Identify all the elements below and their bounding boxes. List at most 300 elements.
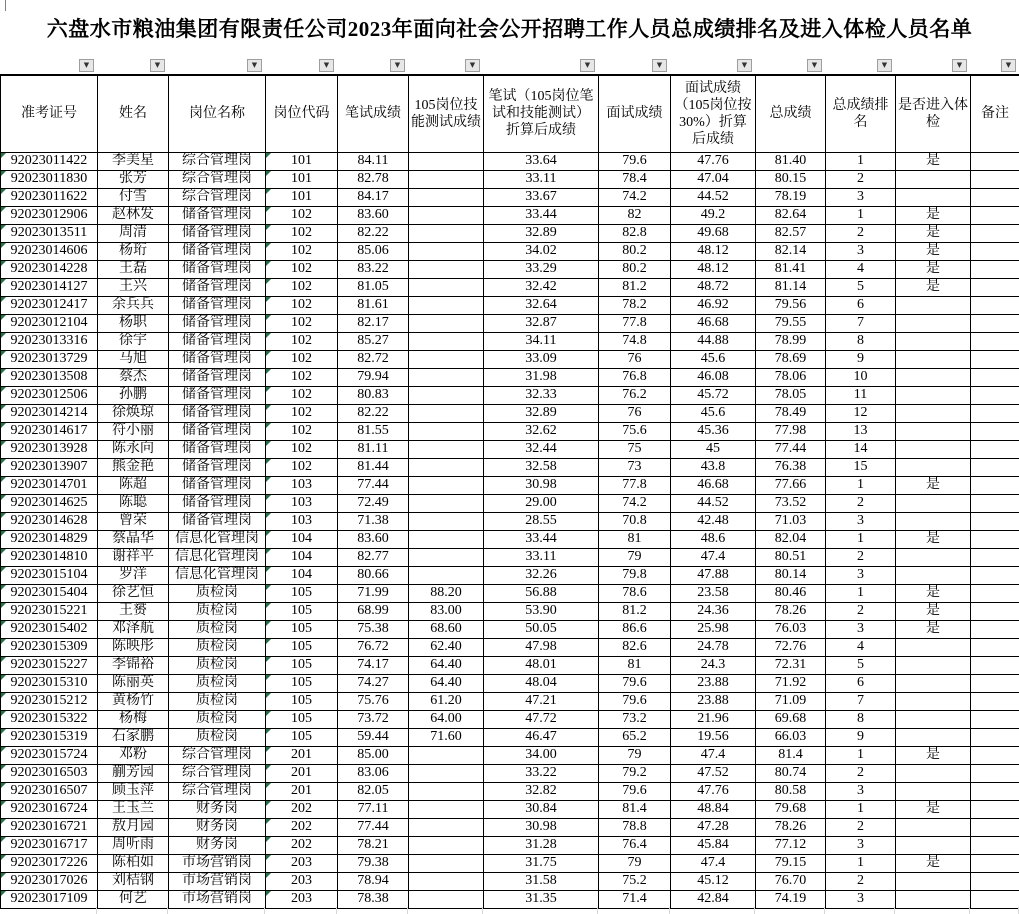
cell[interactable]: 92023012906	[1, 206, 98, 224]
cell[interactable]: 203	[266, 890, 338, 908]
cell[interactable]: 47.76	[671, 152, 756, 170]
cell[interactable]: 78.94	[338, 872, 409, 890]
cell[interactable]: 2	[826, 818, 896, 836]
cell[interactable]: 32.62	[484, 422, 599, 440]
cell[interactable]: 48.01	[484, 656, 599, 674]
cell[interactable]	[409, 152, 484, 170]
cell[interactable]	[409, 530, 484, 548]
cell[interactable]: 85.27	[338, 332, 409, 350]
cell[interactable]: 是	[896, 620, 971, 638]
column-header[interactable]: 笔试成绩	[338, 75, 409, 152]
cell[interactable]	[896, 170, 971, 188]
cell[interactable]: 79	[599, 746, 671, 764]
cell[interactable]	[896, 404, 971, 422]
cell[interactable]: 92023017026	[1, 872, 98, 890]
cell[interactable]: 79.2	[599, 764, 671, 782]
cell[interactable]: 75.6	[599, 422, 671, 440]
cell[interactable]: 综合管理岗	[169, 170, 266, 188]
cell[interactable]	[409, 764, 484, 782]
cell[interactable]: 储备管理岗	[169, 224, 266, 242]
cell[interactable]: 61.20	[409, 692, 484, 710]
cell[interactable]: 202	[266, 800, 338, 818]
cell[interactable]: 92023015227	[1, 656, 98, 674]
cell[interactable]	[971, 242, 1019, 260]
cell[interactable]: 83.22	[338, 260, 409, 278]
cell[interactable]	[971, 872, 1019, 890]
cell[interactable]: 蒯芳园	[98, 764, 169, 782]
cell[interactable]: 余兵兵	[98, 296, 169, 314]
cell[interactable]: 3	[826, 782, 896, 800]
cell[interactable]	[896, 422, 971, 440]
cell[interactable]: 79.6	[599, 152, 671, 170]
cell[interactable]: 74.27	[338, 674, 409, 692]
cell[interactable]: 张芳	[98, 170, 169, 188]
cell[interactable]: 4	[826, 260, 896, 278]
cell[interactable]	[409, 368, 484, 386]
cell[interactable]	[409, 440, 484, 458]
cell[interactable]: 102	[266, 260, 338, 278]
cell[interactable]	[896, 728, 971, 746]
cell[interactable]: 徐宇	[98, 332, 169, 350]
cell[interactable]: 71.92	[756, 674, 826, 692]
cell[interactable]: 是	[896, 476, 971, 494]
cell[interactable]: 105	[266, 710, 338, 728]
cell[interactable]: 102	[266, 224, 338, 242]
cell[interactable]: 顾玉萍	[98, 782, 169, 800]
cell[interactable]	[409, 314, 484, 332]
cell[interactable]: 92023014606	[1, 242, 98, 260]
cell[interactable]	[971, 422, 1019, 440]
column-header[interactable]: 总成绩	[756, 75, 826, 152]
cell[interactable]	[971, 332, 1019, 350]
cell[interactable]: 19.56	[671, 728, 756, 746]
cell[interactable]	[896, 872, 971, 890]
cell[interactable]: 76.38	[756, 458, 826, 476]
cell[interactable]: 79.6	[599, 674, 671, 692]
cell[interactable]: 81.4	[756, 746, 826, 764]
cell[interactable]	[896, 296, 971, 314]
cell[interactable]: 82.22	[338, 224, 409, 242]
cell[interactable]	[971, 476, 1019, 494]
cell[interactable]: 203	[266, 854, 338, 872]
cell[interactable]: 105	[266, 620, 338, 638]
cell[interactable]: 105	[266, 692, 338, 710]
cell[interactable]: 31.35	[484, 890, 599, 908]
filter-dropdown-button[interactable]	[465, 59, 480, 72]
cell[interactable]	[971, 584, 1019, 602]
cell[interactable]: 质检岗	[169, 656, 266, 674]
cell[interactable]: 82.77	[338, 548, 409, 566]
cell[interactable]: 81	[599, 530, 671, 548]
cell[interactable]: 102	[266, 440, 338, 458]
cell[interactable]	[971, 206, 1019, 224]
cell[interactable]: 是	[896, 260, 971, 278]
cell[interactable]: 92023015322	[1, 710, 98, 728]
cell[interactable]: 46.92	[671, 296, 756, 314]
cell[interactable]: 105	[266, 674, 338, 692]
cell[interactable]: 81.11	[338, 440, 409, 458]
cell[interactable]: 储备管理岗	[169, 512, 266, 530]
cell[interactable]: 28.55	[484, 512, 599, 530]
cell[interactable]: 32.89	[484, 224, 599, 242]
cell[interactable]: 曾荣	[98, 512, 169, 530]
column-header[interactable]: 面试成绩（105岗位按30%）折算后成绩	[671, 75, 756, 152]
cell[interactable]: 71.99	[338, 584, 409, 602]
cell[interactable]	[409, 332, 484, 350]
cell[interactable]: 77.98	[756, 422, 826, 440]
cell[interactable]: 78.99	[756, 332, 826, 350]
cell[interactable]: 82.17	[338, 314, 409, 332]
cell[interactable]	[896, 512, 971, 530]
cell[interactable]: 31.98	[484, 368, 599, 386]
cell[interactable]: 81.2	[599, 278, 671, 296]
cell[interactable]: 24.78	[671, 638, 756, 656]
cell[interactable]: 34.11	[484, 332, 599, 350]
cell[interactable]	[971, 746, 1019, 764]
cell[interactable]	[409, 890, 484, 908]
cell[interactable]	[896, 782, 971, 800]
cell[interactable]	[971, 296, 1019, 314]
cell[interactable]	[896, 188, 971, 206]
filter-dropdown-button[interactable]	[390, 59, 405, 72]
cell[interactable]: 202	[266, 818, 338, 836]
cell[interactable]: 孙鹏	[98, 386, 169, 404]
cell[interactable]: 82.05	[338, 782, 409, 800]
cell[interactable]: 11	[826, 386, 896, 404]
cell[interactable]: 储备管理岗	[169, 296, 266, 314]
cell[interactable]	[409, 782, 484, 800]
cell[interactable]: 敖月园	[98, 818, 169, 836]
cell[interactable]: 201	[266, 764, 338, 782]
cell[interactable]: 12	[826, 404, 896, 422]
cell[interactable]: 102	[266, 296, 338, 314]
cell[interactable]: 78.19	[756, 188, 826, 206]
cell[interactable]: 储备管理岗	[169, 260, 266, 278]
cell[interactable]: 1	[826, 800, 896, 818]
cell[interactable]: 李美星	[98, 152, 169, 170]
cell[interactable]: 5	[826, 656, 896, 674]
cell[interactable]	[896, 440, 971, 458]
cell[interactable]: 45.84	[671, 836, 756, 854]
cell[interactable]: 68.99	[338, 602, 409, 620]
cell[interactable]: 10	[826, 368, 896, 386]
cell[interactable]: 王玉兰	[98, 800, 169, 818]
cell[interactable]: 3	[826, 890, 896, 908]
cell[interactable]: 92023014628	[1, 512, 98, 530]
cell[interactable]: 储备管理岗	[169, 494, 266, 512]
cell[interactable]: 102	[266, 332, 338, 350]
cell[interactable]: 谢祥平	[98, 548, 169, 566]
cell[interactable]: 14	[826, 440, 896, 458]
cell[interactable]: 102	[266, 368, 338, 386]
cell[interactable]	[409, 242, 484, 260]
cell[interactable]: 59.44	[338, 728, 409, 746]
cell[interactable]	[971, 494, 1019, 512]
cell[interactable]: 3	[826, 836, 896, 854]
cell[interactable]: 92023014810	[1, 548, 98, 566]
cell[interactable]: 80.66	[338, 566, 409, 584]
cell[interactable]: 储备管理岗	[169, 206, 266, 224]
cell[interactable]: 77.44	[756, 440, 826, 458]
cell[interactable]: 53.90	[484, 602, 599, 620]
cell[interactable]: 80.46	[756, 584, 826, 602]
cell[interactable]: 32.89	[484, 404, 599, 422]
cell[interactable]: 是	[896, 152, 971, 170]
cell[interactable]: 105	[266, 638, 338, 656]
cell[interactable]: 46.68	[671, 314, 756, 332]
cell[interactable]: 2	[826, 224, 896, 242]
cell[interactable]	[971, 638, 1019, 656]
cell[interactable]	[971, 368, 1019, 386]
cell[interactable]: 财务岗	[169, 836, 266, 854]
cell[interactable]: 市场营销岗	[169, 872, 266, 890]
filter-dropdown-button[interactable]	[807, 59, 822, 72]
cell[interactable]: 71.03	[756, 512, 826, 530]
cell[interactable]: 102	[266, 350, 338, 368]
cell[interactable]: 79.38	[338, 854, 409, 872]
cell[interactable]	[409, 566, 484, 584]
cell[interactable]: 72.49	[338, 494, 409, 512]
cell[interactable]	[971, 836, 1019, 854]
cell[interactable]: 92023015221	[1, 602, 98, 620]
cell[interactable]: 34.00	[484, 746, 599, 764]
filter-dropdown-button[interactable]	[319, 59, 334, 72]
cell[interactable]: 赵林发	[98, 206, 169, 224]
cell[interactable]: 92023016717	[1, 836, 98, 854]
cell[interactable]	[971, 764, 1019, 782]
cell[interactable]: 3	[826, 566, 896, 584]
cell[interactable]: 104	[266, 566, 338, 584]
cell[interactable]: 45.12	[671, 872, 756, 890]
cell[interactable]: 82	[599, 206, 671, 224]
cell[interactable]: 25.98	[671, 620, 756, 638]
cell[interactable]: 47.98	[484, 638, 599, 656]
cell[interactable]: 48.12	[671, 242, 756, 260]
cell[interactable]: 64.00	[409, 710, 484, 728]
cell[interactable]: 2	[826, 170, 896, 188]
cell[interactable]: 1	[826, 530, 896, 548]
cell[interactable]: 76	[599, 404, 671, 422]
cell[interactable]: 201	[266, 782, 338, 800]
cell[interactable]	[896, 674, 971, 692]
cell[interactable]: 46.68	[671, 476, 756, 494]
cell[interactable]: 105	[266, 602, 338, 620]
cell[interactable]	[409, 422, 484, 440]
cell[interactable]: 92023017226	[1, 854, 98, 872]
cell[interactable]: 32.87	[484, 314, 599, 332]
cell[interactable]: 李锦裕	[98, 656, 169, 674]
cell[interactable]: 74.19	[756, 890, 826, 908]
cell[interactable]: 92023014829	[1, 530, 98, 548]
cell[interactable]: 24.36	[671, 602, 756, 620]
cell[interactable]	[971, 674, 1019, 692]
cell[interactable]: 2	[826, 602, 896, 620]
cell[interactable]	[409, 404, 484, 422]
cell[interactable]: 77.11	[338, 800, 409, 818]
cell[interactable]: 74.2	[599, 494, 671, 512]
cell[interactable]: 78.49	[756, 404, 826, 422]
cell[interactable]: 80.51	[756, 548, 826, 566]
cell[interactable]: 1	[826, 206, 896, 224]
cell[interactable]: 83.60	[338, 530, 409, 548]
cell[interactable]: 80.14	[756, 566, 826, 584]
cell[interactable]: 82.14	[756, 242, 826, 260]
cell[interactable]: 79.68	[756, 800, 826, 818]
cell[interactable]	[971, 188, 1019, 206]
cell[interactable]: 102	[266, 386, 338, 404]
cell[interactable]: 2	[826, 494, 896, 512]
cell[interactable]: 储备管理岗	[169, 386, 266, 404]
cell[interactable]	[971, 656, 1019, 674]
cell[interactable]: 75	[599, 440, 671, 458]
cell[interactable]: 92023017109	[1, 890, 98, 908]
cell[interactable]: 市场营销岗	[169, 854, 266, 872]
cell[interactable]: 储备管理岗	[169, 422, 266, 440]
cell[interactable]	[896, 386, 971, 404]
cell[interactable]: 陈丽英	[98, 674, 169, 692]
cell[interactable]: 邓泽航	[98, 620, 169, 638]
cell[interactable]: 79.8	[599, 566, 671, 584]
cell[interactable]: 熊金艳	[98, 458, 169, 476]
cell[interactable]: 73.52	[756, 494, 826, 512]
cell[interactable]: 45	[671, 440, 756, 458]
cell[interactable]: 78.8	[599, 818, 671, 836]
cell[interactable]: 92023015724	[1, 746, 98, 764]
cell[interactable]: 85.00	[338, 746, 409, 764]
cell[interactable]: 78.05	[756, 386, 826, 404]
cell[interactable]: 是	[896, 854, 971, 872]
cell[interactable]: 6	[826, 296, 896, 314]
cell[interactable]: 1	[826, 584, 896, 602]
cell[interactable]: 81.44	[338, 458, 409, 476]
cell[interactable]: 47.04	[671, 170, 756, 188]
cell[interactable]	[971, 620, 1019, 638]
cell[interactable]: 84.17	[338, 188, 409, 206]
cell[interactable]: 76.8	[599, 368, 671, 386]
cell[interactable]	[971, 854, 1019, 872]
cell[interactable]: 33.22	[484, 764, 599, 782]
cell[interactable]: 何艺	[98, 890, 169, 908]
cell[interactable]: 质检岗	[169, 602, 266, 620]
cell[interactable]: 9	[826, 350, 896, 368]
cell[interactable]: 30.98	[484, 818, 599, 836]
cell[interactable]	[409, 260, 484, 278]
cell[interactable]: 9	[826, 728, 896, 746]
cell[interactable]: 79.94	[338, 368, 409, 386]
cell[interactable]: 32.44	[484, 440, 599, 458]
cell[interactable]: 47.52	[671, 764, 756, 782]
cell[interactable]: 33.44	[484, 206, 599, 224]
cell[interactable]	[971, 782, 1019, 800]
cell[interactable]: 是	[896, 530, 971, 548]
cell[interactable]: 33.11	[484, 170, 599, 188]
cell[interactable]: 质检岗	[169, 674, 266, 692]
cell[interactable]: 罗洋	[98, 566, 169, 584]
cell[interactable]: 信息化管理岗	[169, 566, 266, 584]
cell[interactable]: 46.08	[671, 368, 756, 386]
cell[interactable]: 33.29	[484, 260, 599, 278]
cell[interactable]	[896, 566, 971, 584]
cell[interactable]: 105	[266, 656, 338, 674]
cell[interactable]: 黄杨竹	[98, 692, 169, 710]
cell[interactable]: 47.21	[484, 692, 599, 710]
cell[interactable]: 47.76	[671, 782, 756, 800]
cell[interactable]: 76.72	[338, 638, 409, 656]
column-header[interactable]: 岗位名称	[169, 75, 266, 152]
cell[interactable]	[409, 350, 484, 368]
cell[interactable]: 92023015212	[1, 692, 98, 710]
cell[interactable]: 31.75	[484, 854, 599, 872]
cell[interactable]	[971, 890, 1019, 908]
cell[interactable]	[971, 314, 1019, 332]
cell[interactable]: 101	[266, 188, 338, 206]
cell[interactable]	[896, 836, 971, 854]
cell[interactable]: 是	[896, 206, 971, 224]
cell[interactable]: 75.2	[599, 872, 671, 890]
cell[interactable]	[971, 800, 1019, 818]
cell[interactable]	[409, 548, 484, 566]
cell[interactable]: 3	[826, 188, 896, 206]
cell[interactable]: 92023012104	[1, 314, 98, 332]
cell[interactable]: 32.26	[484, 566, 599, 584]
cell[interactable]	[896, 818, 971, 836]
cell[interactable]: 64.40	[409, 674, 484, 692]
cell[interactable]: 储备管理岗	[169, 314, 266, 332]
cell[interactable]	[896, 350, 971, 368]
cell[interactable]: 76.2	[599, 386, 671, 404]
cell[interactable]: 综合管理岗	[169, 764, 266, 782]
cell[interactable]: 73.2	[599, 710, 671, 728]
cell[interactable]: 72.31	[756, 656, 826, 674]
cell[interactable]: 92023016724	[1, 800, 98, 818]
cell[interactable]: 45.36	[671, 422, 756, 440]
column-header[interactable]: 105岗位技能测试成绩	[409, 75, 484, 152]
cell[interactable]: 103	[266, 494, 338, 512]
cell[interactable]: 80.15	[756, 170, 826, 188]
cell[interactable]: 103	[266, 476, 338, 494]
cell[interactable]	[971, 278, 1019, 296]
cell[interactable]: 市场营销岗	[169, 890, 266, 908]
cell[interactable]	[971, 818, 1019, 836]
cell[interactable]: 66.03	[756, 728, 826, 746]
cell[interactable]: 30.84	[484, 800, 599, 818]
cell[interactable]: 102	[266, 314, 338, 332]
column-header[interactable]: 总成绩排名	[826, 75, 896, 152]
cell[interactable]	[409, 206, 484, 224]
cell[interactable]	[896, 710, 971, 728]
cell[interactable]: 蔡杰	[98, 368, 169, 386]
cell[interactable]: 储备管理岗	[169, 350, 266, 368]
cell[interactable]: 储备管理岗	[169, 368, 266, 386]
cell[interactable]: 77.44	[338, 476, 409, 494]
cell[interactable]	[971, 170, 1019, 188]
cell[interactable]: 储备管理岗	[169, 440, 266, 458]
cell[interactable]: 72.76	[756, 638, 826, 656]
cell[interactable]: 44.88	[671, 332, 756, 350]
cell[interactable]: 78.6	[599, 584, 671, 602]
cell[interactable]	[409, 188, 484, 206]
cell[interactable]: 杨梅	[98, 710, 169, 728]
cell[interactable]: 储备管理岗	[169, 332, 266, 350]
cell[interactable]: 邓粉	[98, 746, 169, 764]
cell[interactable]: 77.12	[756, 836, 826, 854]
cell[interactable]: 综合管理岗	[169, 152, 266, 170]
cell[interactable]: 徐艺恒	[98, 584, 169, 602]
cell[interactable]: 92023013729	[1, 350, 98, 368]
cell[interactable]	[896, 656, 971, 674]
cell[interactable]: 3	[826, 242, 896, 260]
cell[interactable]: 81.05	[338, 278, 409, 296]
